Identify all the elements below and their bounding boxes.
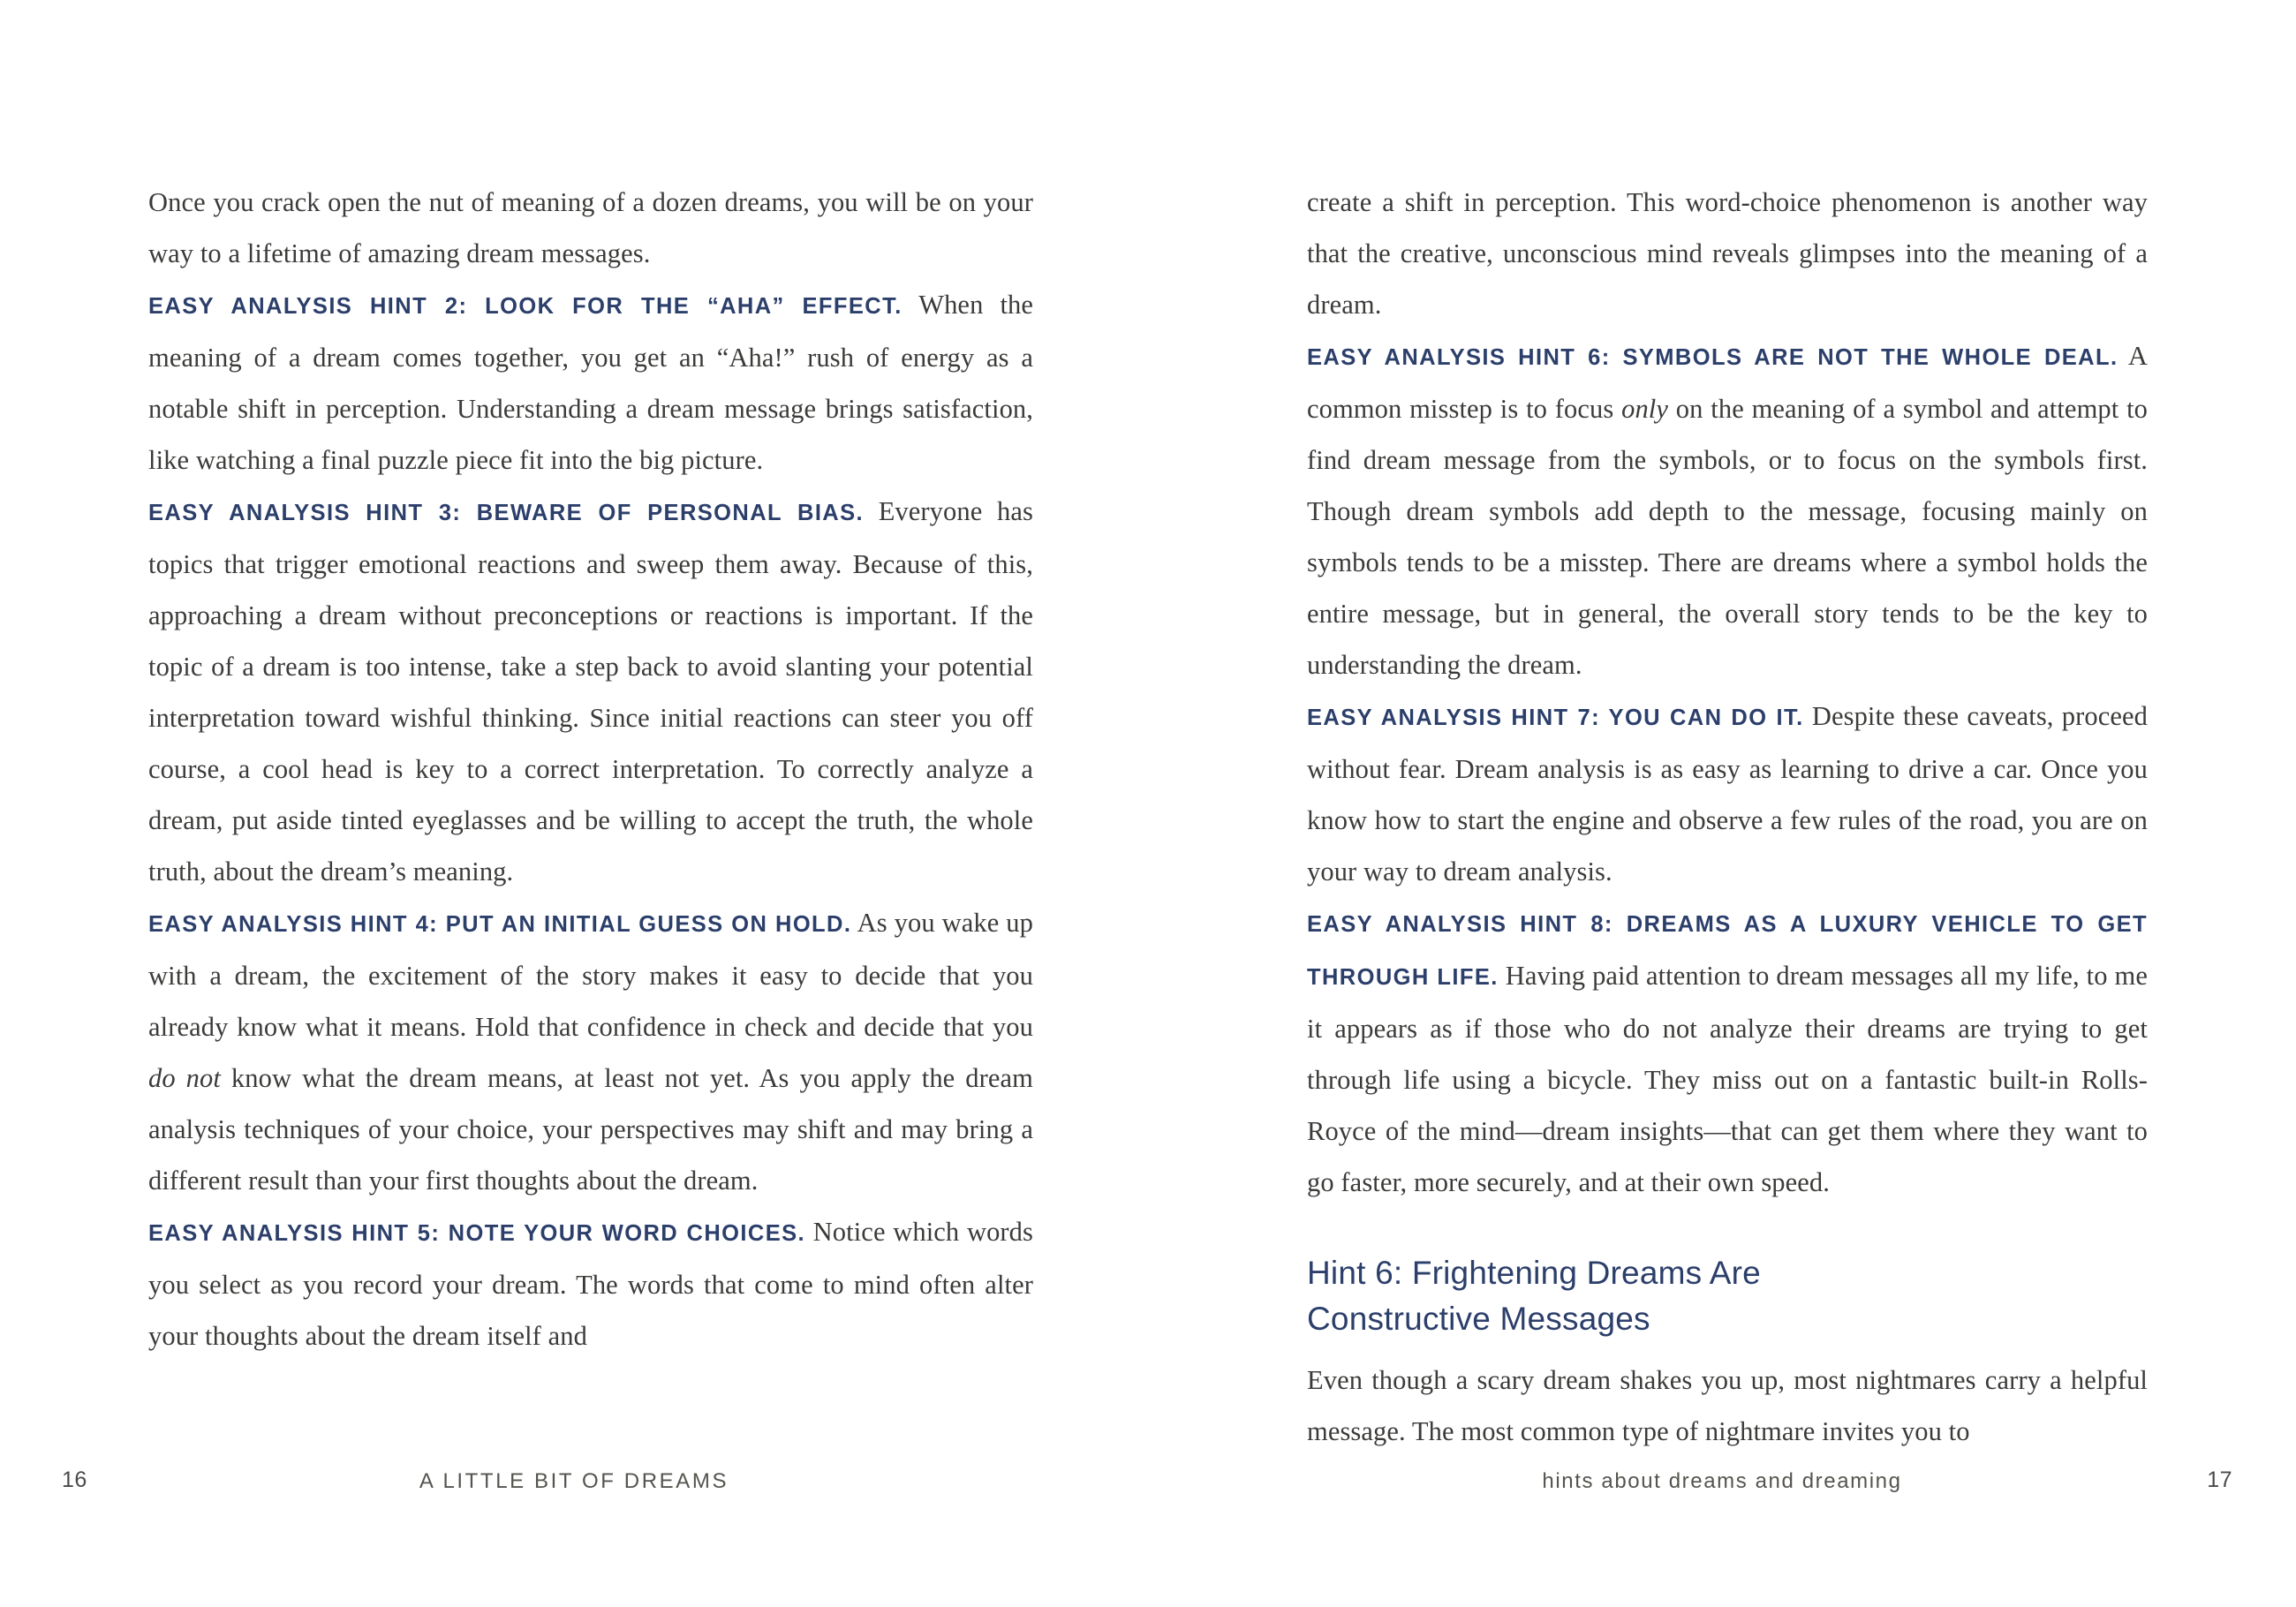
paragraph-text: Despite these caveats, proceed without fear. Dream analysis is as easy as learning to drive a car. Once you know how to start the engine and observe a few rules of the road, you are on your way to dream analysis. xyxy=(1307,701,2148,886)
emphasis-text: do not xyxy=(148,1063,221,1093)
hint-run-in-head: EASY ANALYSIS HINT 2: LOOK FOR THE “AHA” EFFECT. xyxy=(148,294,903,319)
paragraph xyxy=(148,897,1033,1206)
paragraph-text: Having paid attention to dream messages all my life, to me it appears as if those who do not analyze their dreams are trying to get through life using a bicycle. They miss out on a fantastic built-in Rolls-Royce of the mind—dream insights—that can get them where they want to go faster, more securely, and at their own speed. xyxy=(1307,961,2148,1197)
paragraph-text: Even though a scary dream shakes you up, most nightmares carry a helpful message. The most common type of nightmare invites you to xyxy=(1307,1365,2148,1446)
paragraph xyxy=(148,1206,1033,1362)
paragraph-text: know what the dream means, at least not yet. As you apply the dream analysis techniques of your choice, your perspectives may shift and may bring a different result than your first thoughts about the dream. xyxy=(148,1063,1033,1196)
hint-run-in-head: EASY ANALYSIS HINT 5: NOTE YOUR WORD CHOICES. xyxy=(148,1221,806,1246)
paragraph xyxy=(1307,690,2148,897)
paragraph xyxy=(1307,1354,2148,1457)
right-page xyxy=(1148,0,2296,1607)
running-head: A LITTLE BIT OF DREAMS xyxy=(419,1469,729,1493)
paragraph xyxy=(148,486,1033,897)
paragraph xyxy=(1307,330,2148,690)
paragraph xyxy=(148,177,1033,279)
hint-run-in-head: EASY ANALYSIS HINT 8: DREAMS AS A LUXURY VEHICLE TO GET THROUGH LIFE. xyxy=(1307,912,2148,990)
section-heading-line-1: Hint 6: Frightening Dreams Are xyxy=(1307,1255,1761,1291)
paragraph-text: A common misstep is to focus xyxy=(1307,341,2149,424)
emphasis-text: only xyxy=(1621,394,1669,424)
hint-run-in-head: EASY ANALYSIS HINT 3: BEWARE OF PERSONAL BIAS. xyxy=(148,501,865,525)
paragraph xyxy=(1307,897,2148,1208)
paragraph-text: Notice which words you select as you record your dream. The words that come to mind often alter your thoughts about the dream itself and xyxy=(148,1217,1033,1351)
paragraph xyxy=(148,279,1033,486)
section-heading-line-2: Constructive Messages xyxy=(1307,1301,1650,1337)
hint-run-in-head: EASY ANALYSIS HINT 4: PUT AN INITIAL GUESS ON HOLD. xyxy=(148,912,852,937)
hint-run-in-head: EASY ANALYSIS HINT 6: SYMBOLS ARE NOT THE WHOLE DEAL. xyxy=(1307,345,2119,370)
paragraph-text: Once you crack open the nut of meaning of a dozen dreams, you will be on your way to a lifetime of amazing dream messages. xyxy=(148,187,1033,268)
left-page-footer xyxy=(0,1467,1148,1503)
right-page-footer xyxy=(1148,1467,2296,1503)
paragraph-text: on the meaning of a symbol and attempt to find dream message from the symbols, or to focus on the symbols first. Though dream symbols add depth to the message, focusing mainly on symbols tends to be a misstep. There are dreams where a symbol holds the entire message, but in general, the overall story tends to be the key to understanding the dream. xyxy=(1307,394,2149,680)
paragraph-text: create a shift in perception. This word-choice phenomenon is another way that the creative, unconscious mind reveals glimpses into the meaning of a dream. xyxy=(1307,187,2148,320)
running-head: hints about dreams and dreaming xyxy=(1542,1469,1902,1493)
right-page-body xyxy=(1307,177,2148,1457)
section-heading xyxy=(1307,1250,2148,1342)
paragraph xyxy=(1307,177,2148,330)
paragraph-text: When the meaning of a dream comes together, you get an “Aha!” rush of energy as a notable shift in perception. Understanding a dream message brings satisfaction, like watching a final puzzle piece fit into the big picture. xyxy=(148,290,1034,475)
paragraph-text: Everyone has topics that trigger emotional reactions and sweep them away. Because of this, approaching a dream without preconceptions or reactions is important. If the topic of a dream is too intense, take a step back to avoid slanting your potential interpretation toward wishful thinking. Since initial reactions can steer you off course, a cool head is key to a correct interpretation. To correctly analyze a dream, put aside tinted eyeglasses and be willing to accept the truth, the whole truth, about the dream’s meaning. xyxy=(148,496,1033,886)
left-page-body xyxy=(148,177,1033,1362)
paragraph-text: As you wake up with a dream, the excitement of the story makes it easy to decide that you already know what it means. Hold that confidence in check and decide that you xyxy=(148,908,1033,1042)
page-number: 17 xyxy=(2207,1467,2232,1492)
hint-run-in-head: EASY ANALYSIS HINT 7: YOU CAN DO IT. xyxy=(1307,705,1804,730)
page-number: 16 xyxy=(62,1467,87,1492)
